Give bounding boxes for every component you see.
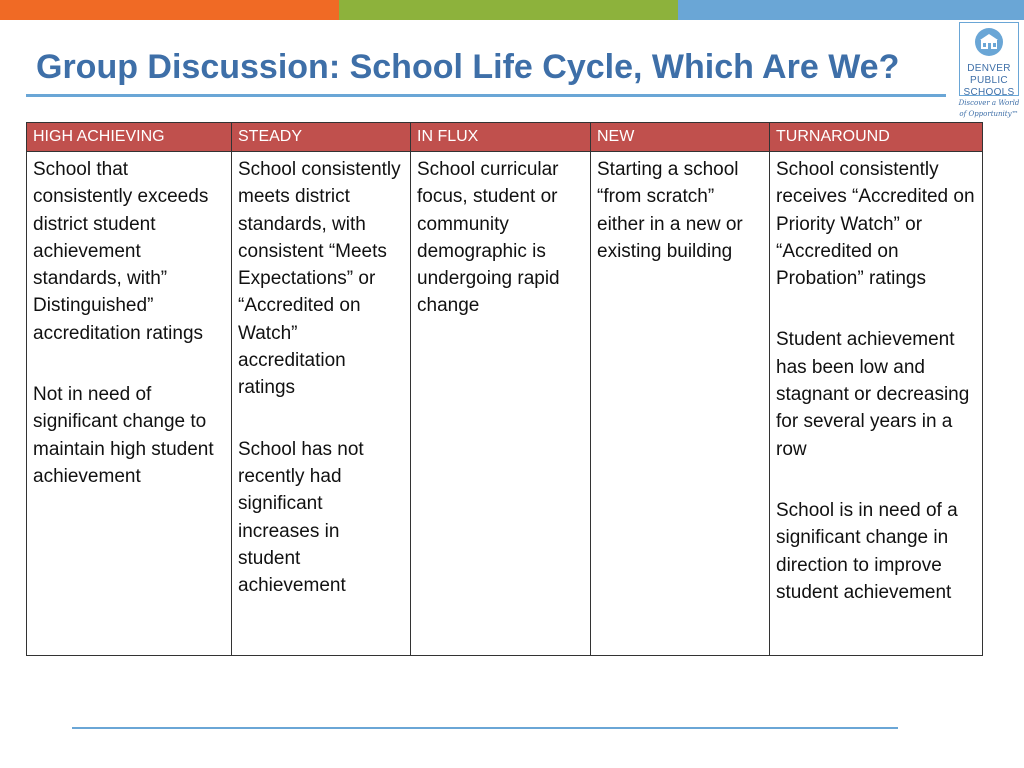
top-color-bar [0, 0, 1024, 20]
cell-new [591, 152, 770, 656]
new-paragraph: Starting a school “from scratch” either in a new or existing building [597, 159, 743, 262]
slide-title: Group Discussion: School Life Cycle, Which Are We? [36, 48, 900, 86]
table-row [27, 152, 983, 656]
bottom-divider [72, 727, 898, 729]
cell-in-flux [411, 152, 591, 656]
cell-high-achieving [27, 152, 232, 656]
logo-text-denver: DENVER [967, 63, 1011, 74]
turnaround-paragraph: Student achievement has been low and stagnant or decreasing for several years in a row [776, 329, 970, 460]
turnaround-paragraph: School consistently receives “Accredited on Priority Watch” or “Accredited on Probation” ratings [776, 159, 975, 290]
logo-text-schools: SCHOOLS [963, 87, 1015, 98]
top-bar-orange-segment [0, 0, 339, 20]
steady-paragraph: School has not recently had significant increases in student achievement [238, 438, 364, 597]
logo-emblem-icon [974, 27, 1004, 57]
top-bar-blue-segment [678, 0, 1024, 20]
header-high-achieving: HIGH ACHIEVING [27, 123, 232, 152]
header-in-flux: IN FLUX [411, 123, 591, 152]
top-bar-green-segment [339, 0, 678, 20]
header-turnaround: TURNAROUND [770, 123, 983, 152]
turnaround-paragraph: School is in need of a significant change in direction to improve student achievement [776, 499, 958, 603]
logo-tagline-line2: of Opportunity™ [959, 110, 1019, 118]
high-achieving-paragraph: School that consistently exceeds district student achievement standards, with” Distinguished” accreditation ratings [33, 159, 209, 344]
cell-steady [232, 152, 411, 656]
in-flux-paragraph: School curricular focus, student or community demographic is undergoing rapid change [417, 159, 560, 317]
table-header-row [27, 123, 983, 152]
header-steady: STEADY [232, 123, 411, 152]
logo-text-public: PUBLIC [970, 75, 1008, 86]
logo-box [959, 22, 1019, 96]
logo-tagline-line1: Discover a World [958, 99, 1020, 107]
header-new: NEW [591, 123, 770, 152]
high-achieving-paragraph: Not in need of significant change to maintain high student achievement [33, 384, 214, 487]
steady-paragraph: School consistently meets district standards, with consistent “Meets Expectations” or “Accredited on Watch” accreditation ratings [238, 159, 401, 399]
life-cycle-table [26, 122, 983, 656]
title-underline [26, 94, 946, 97]
dps-logo [958, 22, 1020, 122]
cell-turnaround [770, 152, 983, 656]
